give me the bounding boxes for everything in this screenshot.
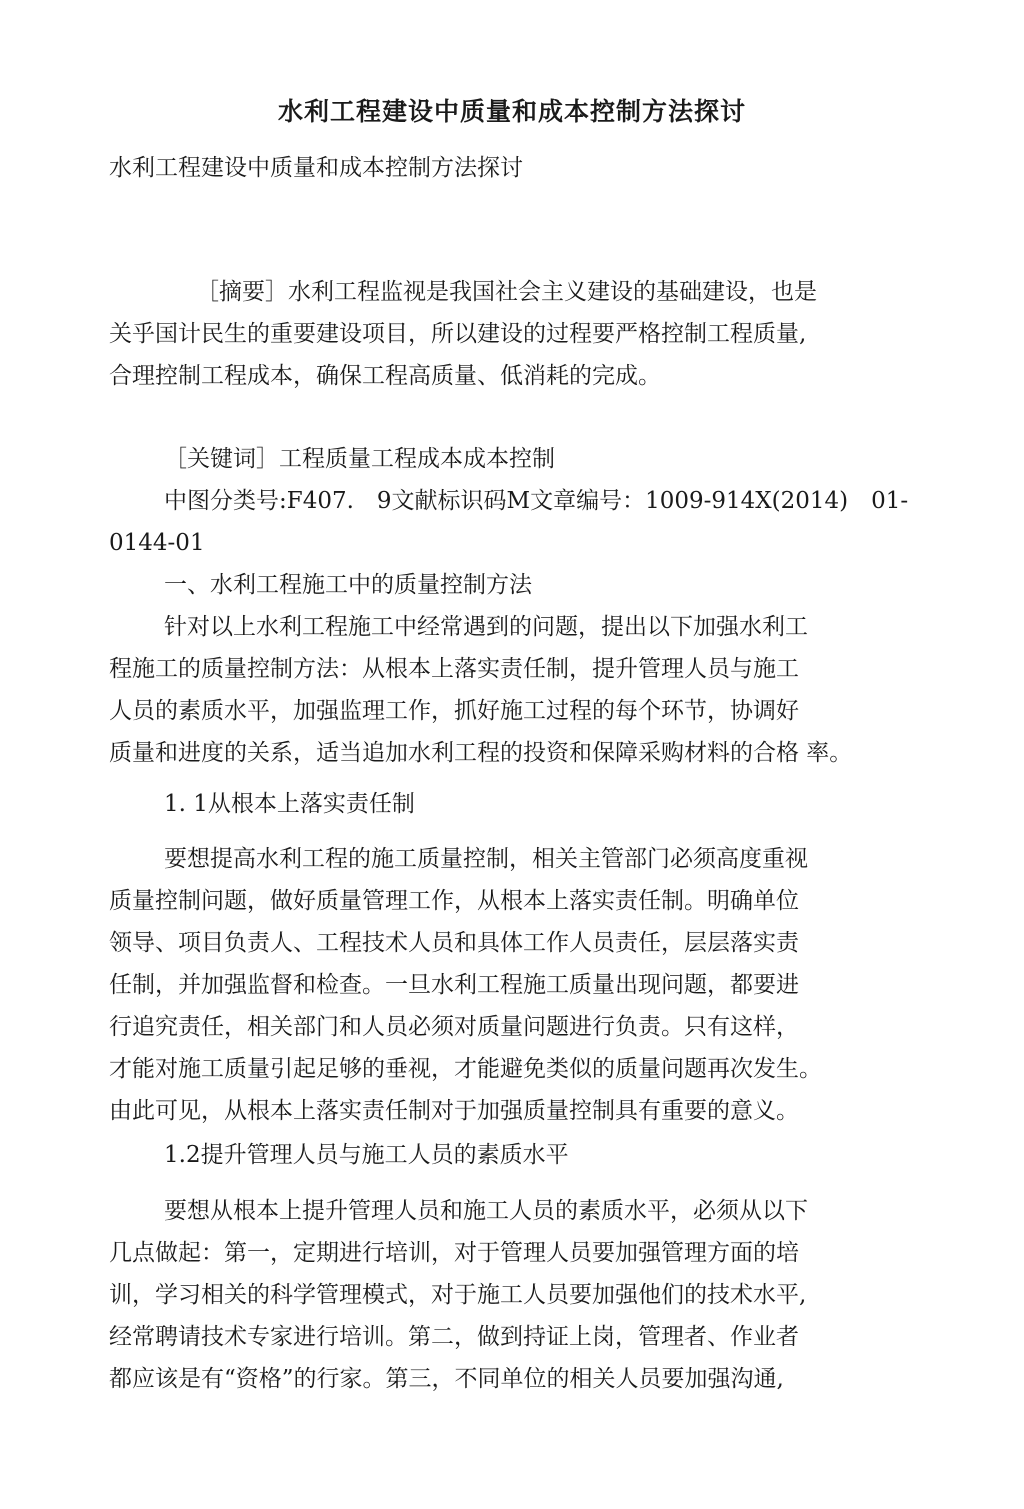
paragraph-line: 才能对施工质量引起足够的垂视，才能避免类似的质量问题再次发生。: [109, 1056, 822, 1082]
paragraph-line: 任制，并加强监督和检查。一旦水利工程施工质量出现问题，都要进: [109, 972, 799, 998]
paragraph-line: 行追究责任，相关部门和人员必须对质量问题进行负责。只有这样，: [109, 1014, 799, 1040]
subsection-heading: 1.2提升管理人员与施工人员的素质水平: [164, 1142, 569, 1168]
paragraph-line: 质量控制问题，做好质量管理工作，从根本上落实责任制。明确单位: [109, 888, 799, 914]
abstract-line: ［摘要］水利工程监视是我国社会主义建设的基础建设，也是: [196, 279, 817, 305]
paragraph-line: 质量和进度的关系，适当追加水利工程的投资和保障采购材料的合格 率。: [109, 740, 853, 766]
classification-line: 0144-01: [109, 530, 205, 556]
paragraph-line: 要想提高水利工程的施工质量控制，相关主管部门必须高度重视: [164, 846, 808, 872]
keywords-line: ［关键词］工程质量工程成本成本控制: [164, 446, 555, 472]
paragraph-line: 针对以上水利工程施工中经常遇到的问题，提出以下加强水利工: [164, 614, 808, 640]
document-title: 水利工程建设中质量和成本控制方法探讨: [277, 97, 746, 126]
paragraph-line: 要想从根本上提升管理人员和施工人员的素质水平，必须从以下: [164, 1198, 808, 1224]
paragraph-line: 训，学习相关的科学管理模式，对于施工人员要加强他们的技术水平,: [109, 1282, 807, 1308]
document-subtitle: 水利工程建设中质量和成本控制方法探讨: [109, 155, 523, 181]
paragraph-line: 几点做起：第一，定期进行培训，对于管理人员要加强管理方面的培: [109, 1240, 799, 1266]
paragraph-line: 由此可见，从根本上落实责任制对于加强质量控制具有重要的意义。: [109, 1098, 799, 1124]
paragraph-line: 领导、项目负责人、工程技术人员和具体工作人员责任，层层落实责: [109, 930, 799, 956]
abstract-line: 合理控制工程成本，确保工程高质量、低消耗的完成。: [109, 363, 661, 389]
paragraph-line: 程施工的质量控制方法：从根本上落实责任制，提升管理人员与施工: [109, 656, 799, 682]
subsection-heading: 1. 1从根本上落实责任制: [164, 791, 415, 817]
paragraph-line: 人员的素质水平，加强监理工作，抓好施工过程的每个环节，协调好: [109, 698, 799, 724]
classification-line: 中图分类号:F407. 9文献标识码M文章编号：1009-914X(2014) 01-: [164, 488, 909, 514]
paragraph-line: 经常聘请技术专家进行培训。第二，做到持证上岗，管理者、作业者: [109, 1324, 799, 1350]
abstract-line: 关乎国计民生的重要建设项目，所以建设的过程要严格控制工程质量,: [109, 321, 807, 347]
section-heading: 一、水利工程施工中的质量控制方法: [164, 572, 532, 598]
paragraph-line: 都应该是有“资格”的行家。第三，不同单位的相关人员要加强沟通,: [109, 1366, 784, 1392]
